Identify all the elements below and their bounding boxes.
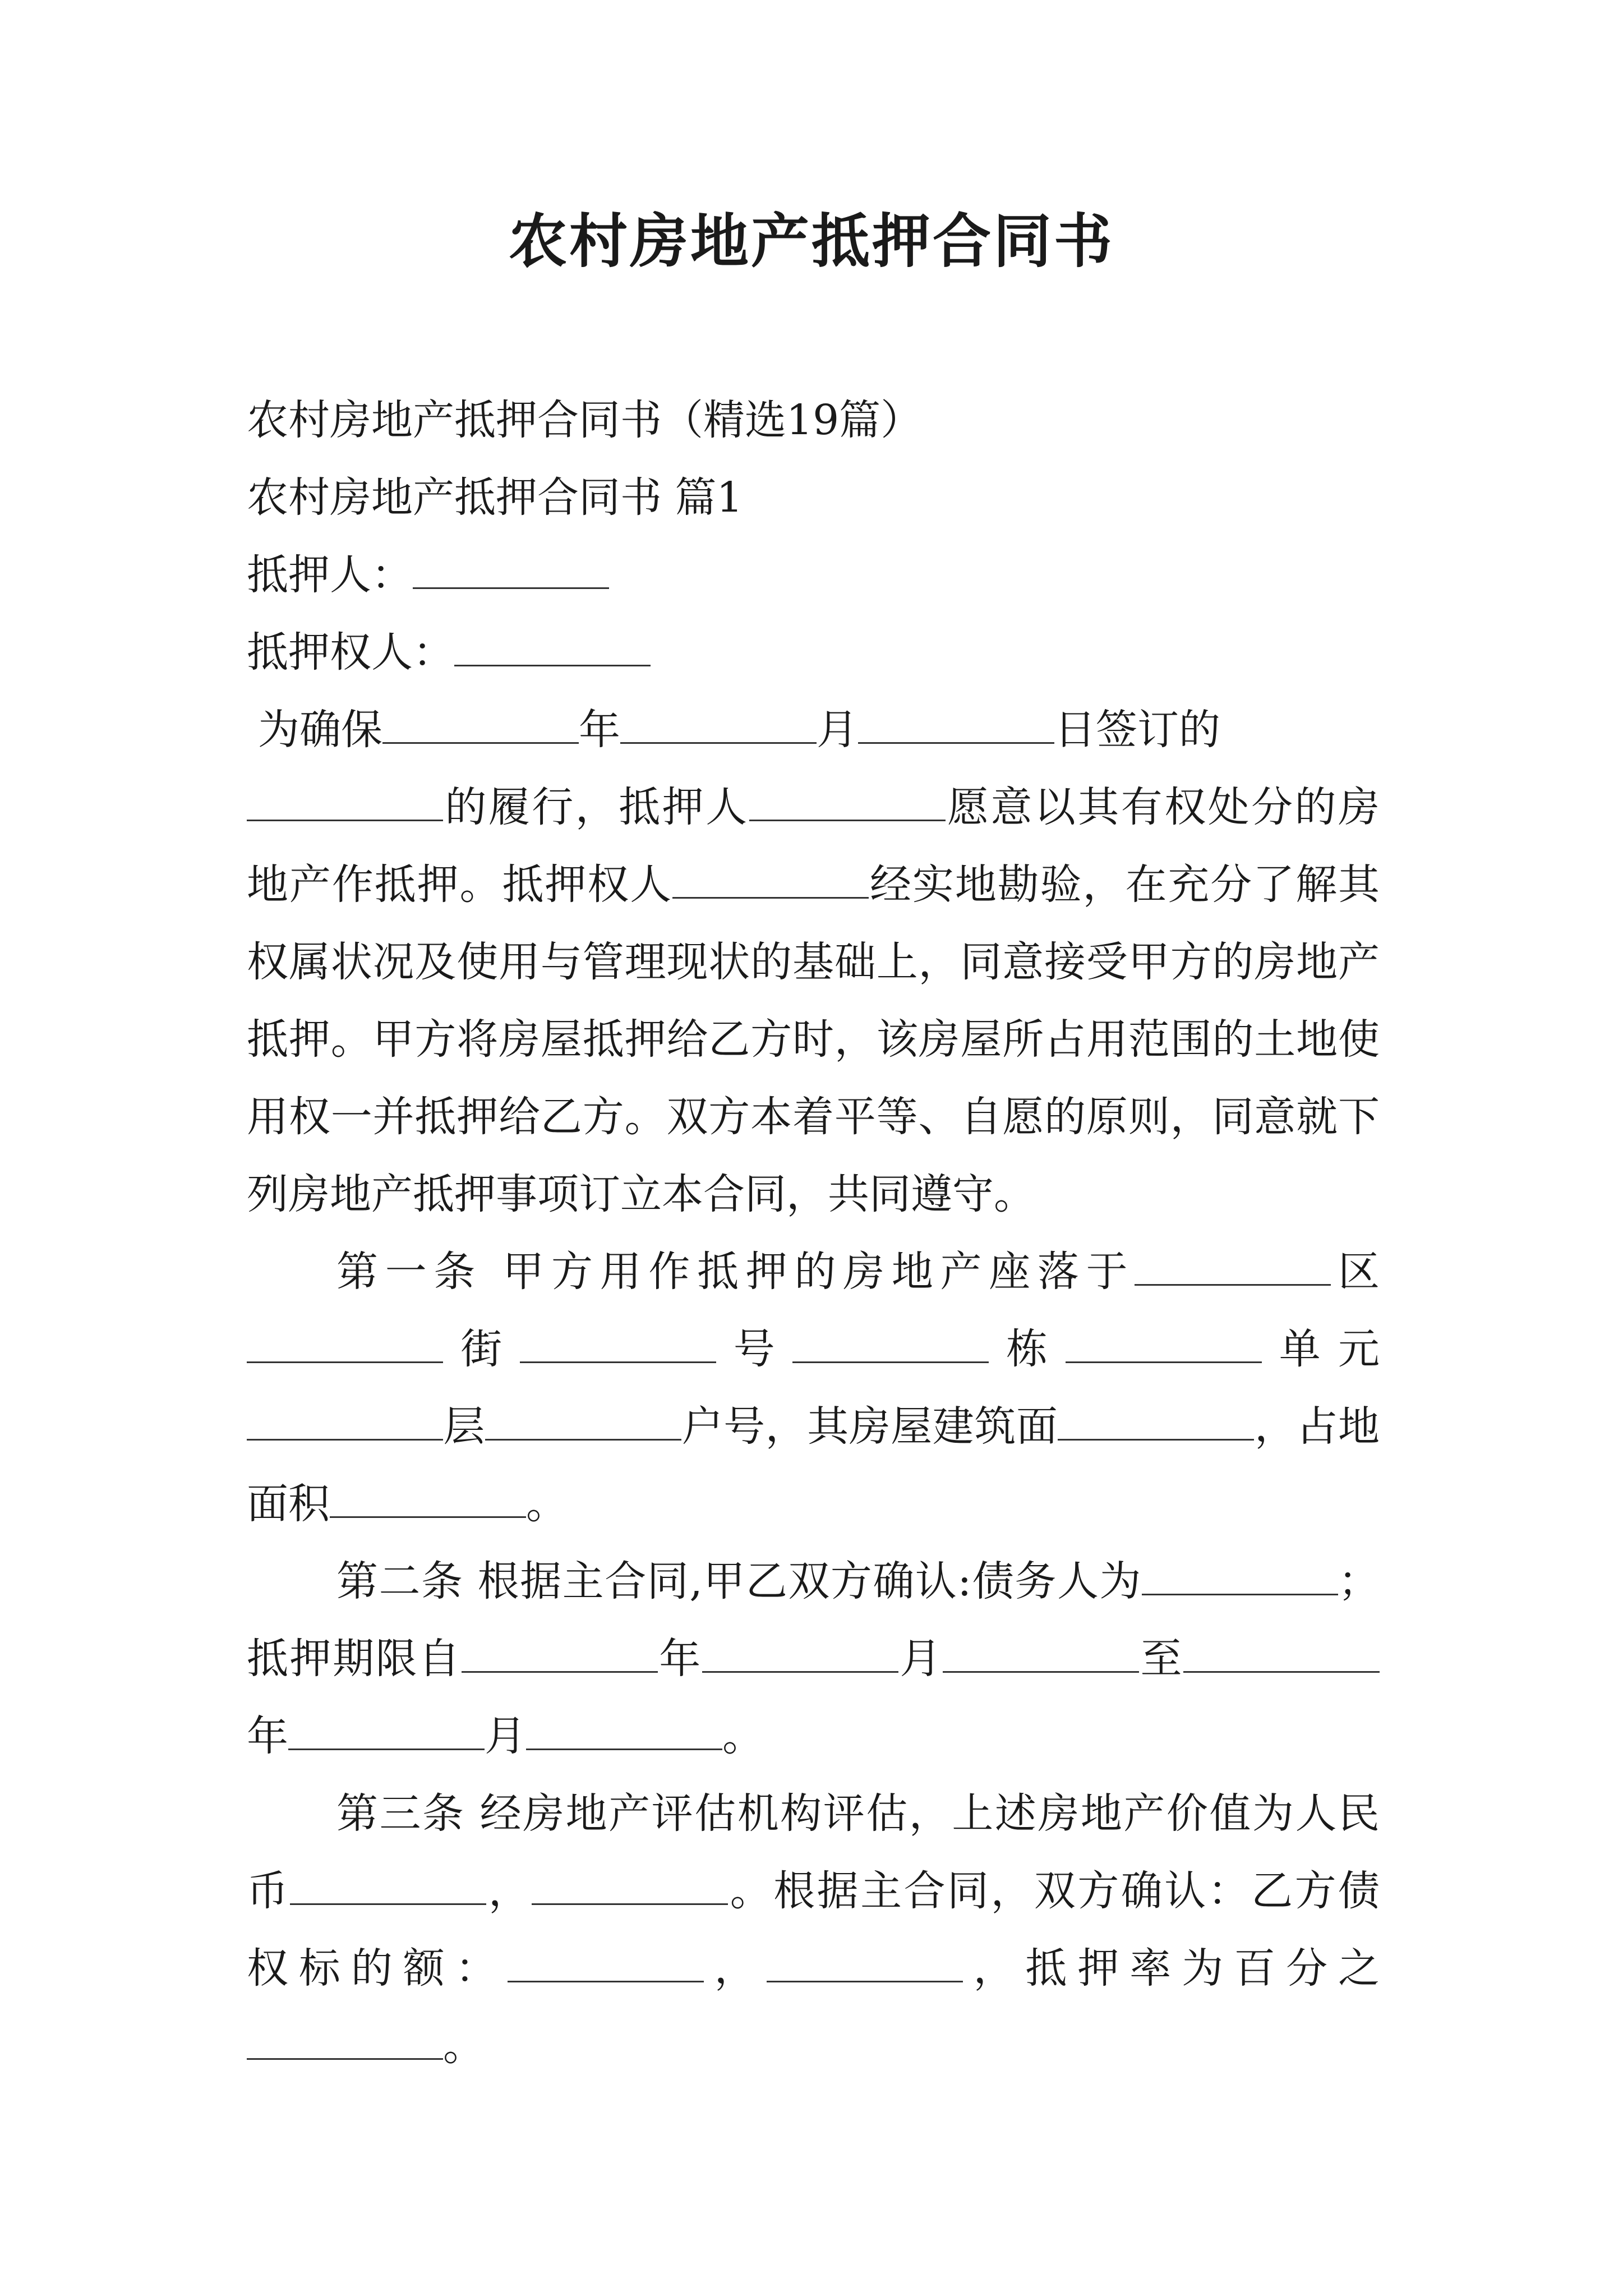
intro-part: 日签订的 xyxy=(1054,706,1220,754)
clause-part: 栋 xyxy=(989,1325,1066,1373)
mortgagee-label: 抵押权人： xyxy=(247,628,454,677)
intro-part: 年 xyxy=(579,706,620,754)
blank-field xyxy=(290,1870,486,1905)
blank-field xyxy=(247,2024,443,2060)
blank-field xyxy=(485,1405,681,1441)
blank-field xyxy=(462,1637,658,1673)
clause-2 xyxy=(247,1543,1380,1775)
blank-field xyxy=(288,1715,485,1750)
intro-paragraph xyxy=(0,691,1380,769)
clause-part: 号 xyxy=(716,1325,792,1373)
blank-field xyxy=(1183,1637,1380,1673)
clause-part: 区 xyxy=(1331,1248,1380,1296)
clause-part: ， xyxy=(486,1867,532,1915)
clause-part: 至 xyxy=(1138,1635,1184,1683)
clause-part: 年 xyxy=(247,1712,288,1760)
blank-field xyxy=(532,1870,728,1905)
blank-field xyxy=(330,1483,526,1518)
intro-part: 月 xyxy=(817,706,858,754)
blank-field xyxy=(792,1328,989,1363)
clause-part: 年 xyxy=(657,1635,702,1683)
blank-field xyxy=(526,1715,722,1750)
clause-part: ，占地面积 xyxy=(247,1402,1380,1528)
clause-part: ，抵押率为百分之 xyxy=(962,1944,1380,1993)
clause-part: 街 xyxy=(443,1325,520,1373)
intro-continuation xyxy=(0,769,1380,1233)
clause-part: 。根据主合同，双方确认：乙方债权标的额： xyxy=(247,1867,1380,1993)
mortgagee-blank xyxy=(454,631,651,666)
clause-3 xyxy=(247,1775,1380,2085)
blank-field xyxy=(943,1637,1139,1673)
blank-field xyxy=(247,1405,443,1441)
clause-part: 月 xyxy=(485,1712,526,1760)
blank-field xyxy=(1058,1405,1254,1441)
blank-field xyxy=(1135,1250,1331,1286)
blank-field xyxy=(247,1328,443,1363)
clause-part: 层 xyxy=(443,1402,486,1451)
intro-part: 的履行，抵押人 xyxy=(443,783,749,831)
clause-part: 。 xyxy=(443,2022,485,2070)
blank-field xyxy=(247,786,443,821)
clause-part: 。 xyxy=(722,1712,764,1760)
mortgagee-line xyxy=(247,614,1380,691)
blank-field xyxy=(702,1637,898,1673)
blank-field xyxy=(672,863,869,899)
mortgagor-label: 抵押人： xyxy=(247,551,413,599)
blank-field xyxy=(620,708,817,744)
document-body xyxy=(247,381,1380,2085)
clause-part: 。 xyxy=(526,1480,568,1528)
subtitle: 农村房地产抵押合同书（精选19篇） xyxy=(247,396,923,444)
clause-1 xyxy=(247,1233,1380,1543)
clause-part: 单元 xyxy=(1261,1325,1380,1373)
blank-field xyxy=(520,1328,716,1363)
clause-part: 第二条 根据主合同,甲乙双方确认:债务人为 xyxy=(336,1557,1142,1605)
blank-field xyxy=(1142,1560,1338,1595)
clause-part: 第三条 经房地产评估机构评估，上述房地产价值为人民币 xyxy=(247,1789,1380,1915)
blank-field xyxy=(382,708,579,744)
blank-field xyxy=(749,786,946,821)
intro-part: 愿意以其有权处分的房地产作抵押。抵押权人 xyxy=(247,783,1380,909)
blank-field xyxy=(1066,1328,1262,1363)
clause-part: 户号，其房屋建筑面 xyxy=(681,1402,1058,1451)
intro-part: 经实地勘验，在充分了解其权属状况及使用与管理现状的基础上，同意接受甲方的房地产抵押。甲方将房屋抵押给乙方时，该房屋所占用范围的土地使用权一并抵押给乙方。双方本着平等、自愿的原则，同意就下列房地产抵押事项订立本合同，共同遵守。 xyxy=(247,861,1380,1218)
blank-field xyxy=(508,1947,704,1982)
article-heading: 农村房地产抵押合同书 篇1 xyxy=(247,473,743,522)
clause-part: ；抵押期限自 xyxy=(247,1557,1380,1683)
document-title: 农村房地产抵押合同书 xyxy=(508,206,1114,275)
mortgagor-line xyxy=(247,536,1380,614)
clause-part: 第一条 甲方用作抵押的房地产座落于 xyxy=(336,1248,1135,1296)
blank-field xyxy=(858,708,1054,744)
clause-part: 月 xyxy=(898,1635,943,1683)
clause-part: ， xyxy=(703,1944,767,1993)
intro-part: 为确保 xyxy=(258,706,382,754)
blank-field xyxy=(767,1947,963,1982)
mortgagor-blank xyxy=(413,554,609,589)
